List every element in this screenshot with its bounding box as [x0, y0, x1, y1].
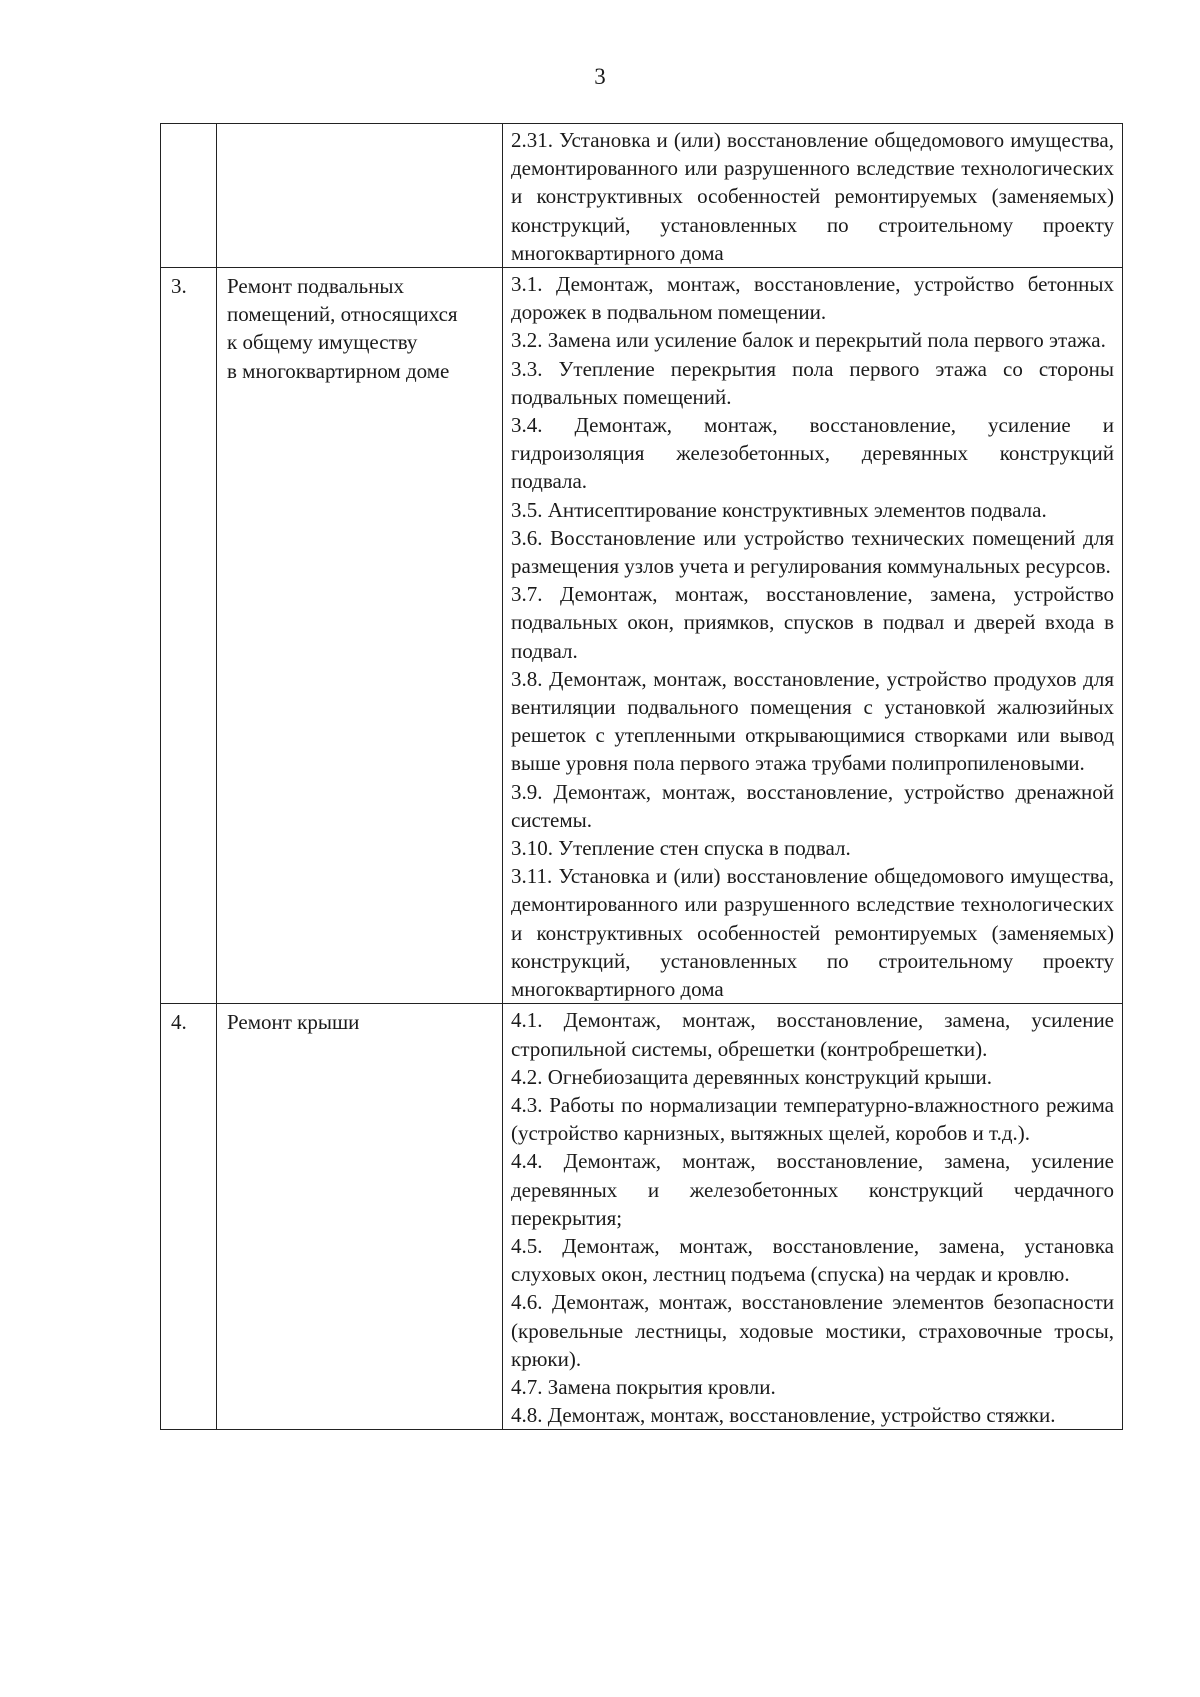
- work-item: 3.11. Установка и (или) восстановление общедомового имущества, демонтированного или разрушенного вследствие технологических и конструктивных особенностей ремонтируемых (заменяемых) конструкций, установленных по строительному проекту многоквартирного дома: [511, 864, 1114, 1002]
- work-item: 4.4. Демонтаж, монтаж, восстановление, замена, усиление деревянных и железобетонных конструкций чердачного перекрытия;: [511, 1149, 1114, 1230]
- row-title-cell: [217, 124, 503, 268]
- work-item: 3.7. Демонтаж, монтаж, восстановление, замена, устройство подвальных окон, приямков, спусков в подвал и дверей входа в подвал.: [511, 582, 1114, 663]
- work-item: 4.7. Замена покрытия кровли.: [511, 1374, 776, 1399]
- table-row: [161, 1004, 1123, 1430]
- row-title: Ремонт крыши: [227, 1010, 360, 1035]
- table-row: [161, 268, 1123, 1004]
- row-works-cell: [503, 124, 1123, 268]
- work-item: 4.3. Работы по нормализации температурно-влажностного режима (устройство карнизных, вытяжных щелей, коробов и т.д.).: [511, 1092, 1114, 1146]
- work-item: 2.31. Установка и (или) восстановление общедомового имущества, демонтированного или разрушенного вследствие технологических и конструктивных особенностей ремонтируемых (заменяемых) конструкций, установленных по строительному проекту многоквартирного дома: [511, 128, 1114, 265]
- work-item: 4.6. Демонтаж, монтаж, восстановление элементов безопасности (кровельные лестницы, ходовые мостики, страховочные тросы, крюки).: [511, 1290, 1114, 1371]
- work-item: 3.6. Восстановление или устройство технических помещений для размещения узлов учета и регулирования коммунальных ресурсов.: [511, 525, 1114, 579]
- row-title-cell: [217, 268, 503, 1004]
- work-item: 4.5. Демонтаж, монтаж, восстановление, замена, установка слуховых окон, лестниц подъема (спуска) на чердак и кровлю.: [511, 1233, 1114, 1287]
- page-number: 3: [594, 64, 606, 89]
- row-title-cell: [217, 1004, 503, 1430]
- row-number-cell: 4.: [161, 1004, 217, 1430]
- table-row: [161, 124, 1123, 268]
- work-item: 3.10. Утепление стен спуска в подвал.: [511, 836, 851, 861]
- work-item: 3.4. Демонтаж, монтаж, восстановление, усиление и гидроизоляция железобетонных, деревянных конструкций подвала.: [511, 413, 1114, 494]
- work-item: 3.5. Антисептирование конструктивных элементов подвала.: [511, 497, 1047, 522]
- row-works-cell: [503, 268, 1123, 1004]
- work-item: 3.1. Демонтаж, монтаж, восстановление, устройство бетонных дорожек в подвальном помещении.: [511, 272, 1114, 325]
- work-item: 3.9. Демонтаж, монтаж, восстановление, устройство дренажной системы.: [511, 779, 1114, 832]
- row-number-cell: [161, 124, 217, 268]
- work-item: 4.8. Демонтаж, монтаж, восстановление, устройство стяжки.: [511, 1403, 1056, 1428]
- work-item: 3.3. Утепление перекрытия пола первого этажа со стороны подвальных помещений.: [511, 356, 1114, 409]
- row-works-cell: [503, 1004, 1123, 1430]
- work-item: 4.1. Демонтаж, монтаж, восстановление, замена, усиление стропильной системы, обрешетки (контробрешетки).: [511, 1008, 1114, 1061]
- works-table: [160, 123, 1123, 1430]
- work-item: 3.8. Демонтаж, монтаж, восстановление, устройство продухов для вентиляции подвального помещения с установкой жалюзийных решеток с утепленными открывающимися створками или вывод выше уровня пола первого этажа трубами полипропиленовыми.: [511, 666, 1114, 776]
- row-title: Ремонт подвальных помещений, относящихся к общему имуществу в многоквартирном доме: [227, 274, 458, 383]
- work-item: 4.2. Огнебиозащита деревянных конструкций крыши.: [511, 1064, 992, 1089]
- row-number-cell: 3.: [161, 268, 217, 1004]
- work-item: 3.2. Замена или усиление балок и перекрытий пола первого этажа.: [511, 328, 1106, 353]
